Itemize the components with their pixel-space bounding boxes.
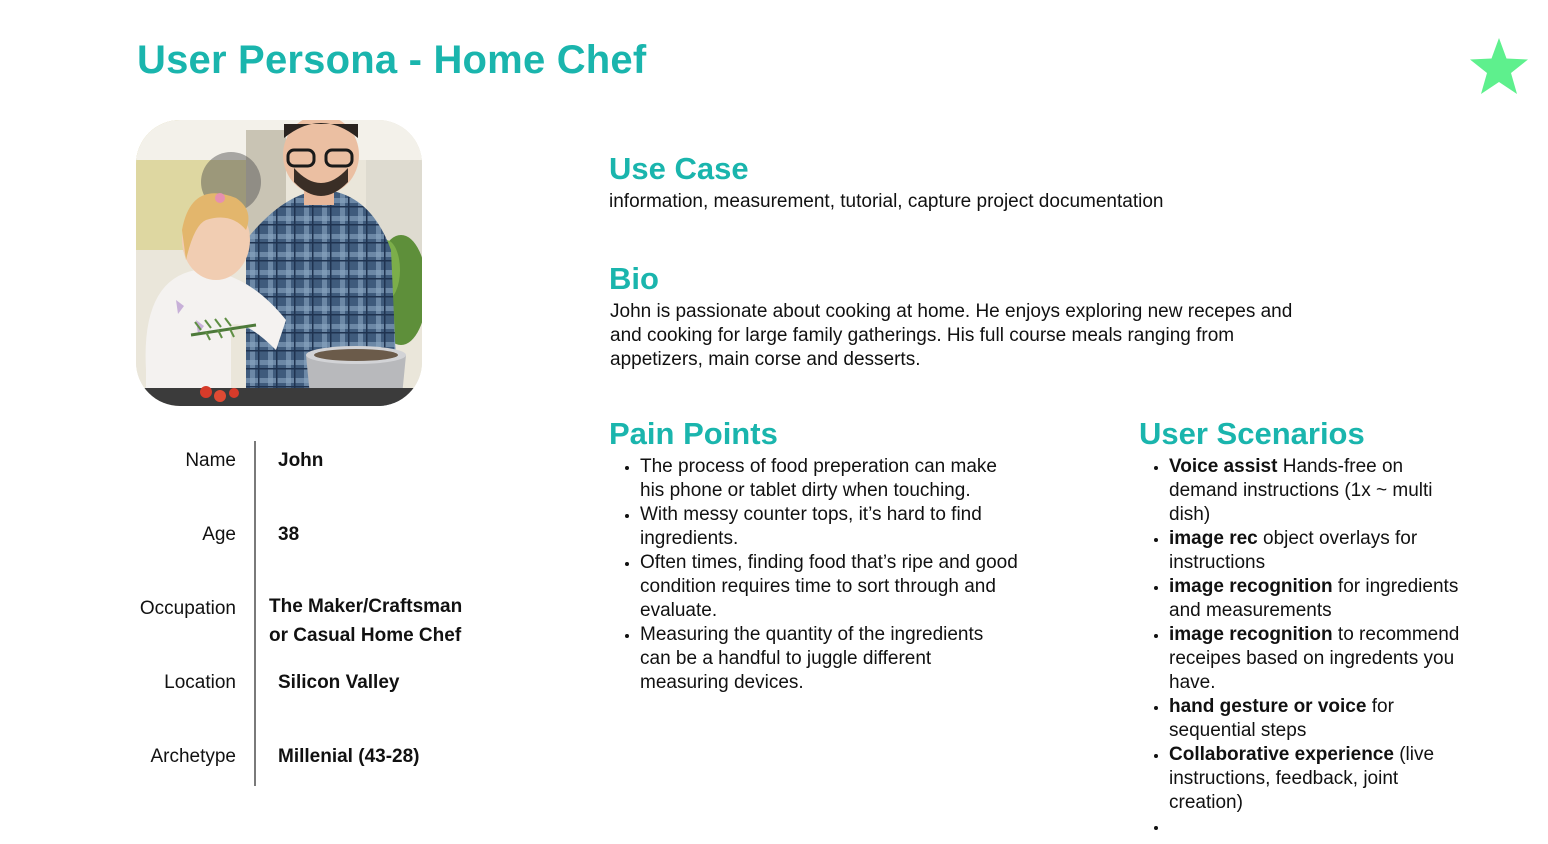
list-item: • Voice assist Hands-free on demand instructions (1x ~ multi dish) (1169, 455, 1548, 527)
user-scenarios-heading: User Scenarios (1139, 416, 1365, 451)
list-item: • Measuring the quantity of the ingredients can be a handful to juggle different measuring devices. (640, 623, 1110, 695)
star-icon (1467, 36, 1531, 100)
detail-label-archetype: Archetype (150, 746, 236, 767)
detail-label-location: Location (164, 672, 236, 693)
bio-line: appetizers, main corse and desserts. (610, 349, 921, 370)
list-item: • Collaborative experience (live instructions, feedback, joint creation) (1169, 743, 1548, 815)
detail-label-occupation: Occupation (139, 598, 236, 619)
list-item: • The process of food preperation can make his phone or tablet dirty when touching. (640, 455, 1110, 503)
pain-points-list (609, 455, 1110, 695)
list-item: • Often times, finding food that’s ripe and good condition requires time to sort through and evaluate. (640, 551, 1110, 623)
detail-value-occupation-line-1: The Maker/Craftsman (269, 596, 463, 617)
list-item: • image recognition for ingredients and measurements (1169, 575, 1548, 623)
list-item: • hand gesture or voice for sequential steps (1169, 695, 1548, 743)
list-item-empty (1169, 815, 1548, 839)
page-title: User Persona - Home Chef (137, 38, 647, 82)
detail-label-name: Name (185, 450, 236, 471)
bio-text (610, 300, 1292, 372)
list-item: • image recognition to recommend receipes based on ingredents you have. (1169, 623, 1548, 695)
bio-line: and cooking for large family gatherings. His full course meals ranging from (610, 325, 1235, 346)
persona-photo (136, 120, 422, 406)
detail-value-archetype: Millenial (43-28) (278, 746, 420, 767)
bio-heading: Bio (609, 261, 659, 296)
list-item: • With messy counter tops, it’s hard to find ingredients. (640, 503, 1110, 551)
detail-value-name: John (278, 450, 324, 471)
user-scenarios-list (1138, 455, 1548, 839)
detail-label-age: Age (202, 524, 236, 545)
use-case-text: information, measurement, tutorial, capture project documentation (609, 191, 1164, 212)
detail-value-age: 38 (278, 524, 300, 545)
persona-photo-icon (136, 120, 422, 406)
detail-value-occupation-line-2: or Casual Home Chef (269, 625, 462, 646)
use-case-heading: Use Case (609, 151, 749, 186)
details-divider (254, 441, 256, 786)
pain-points-heading: Pain Points (609, 416, 778, 451)
list-item: • image rec object overlays for instructions (1169, 527, 1548, 575)
bio-line: John is passionate about cooking at home. He enjoys exploring new recepes and (610, 301, 1293, 322)
detail-value-location: Silicon Valley (278, 672, 400, 693)
